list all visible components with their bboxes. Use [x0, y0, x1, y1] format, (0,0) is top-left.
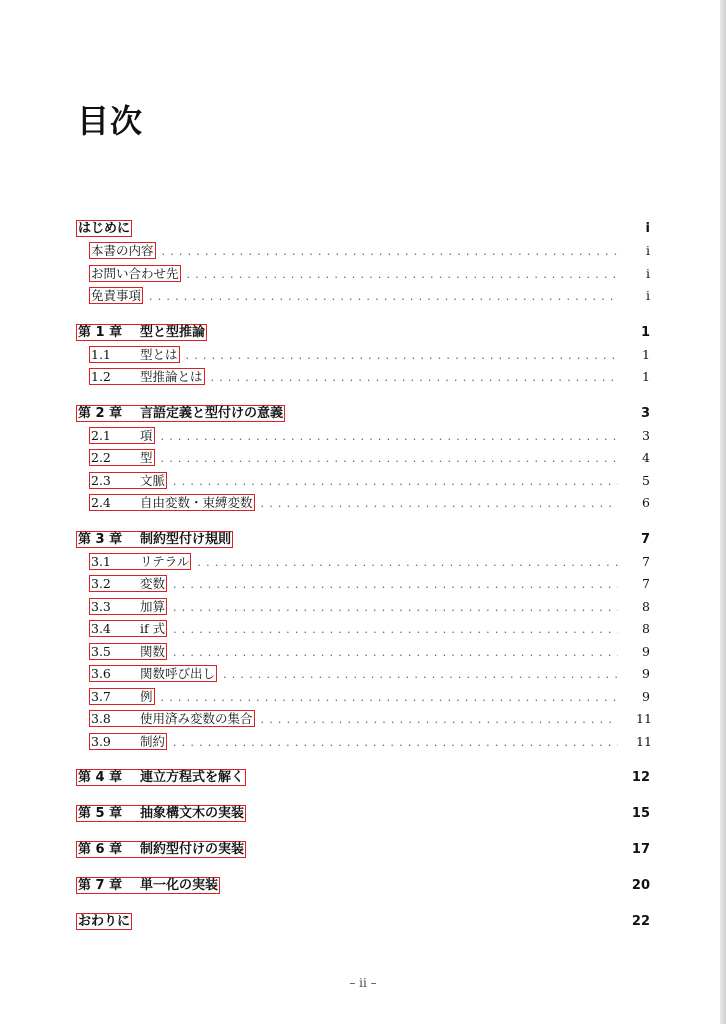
toc-section-link[interactable]	[89, 665, 217, 682]
toc-section-entry	[76, 425, 650, 448]
toc-chapter-link[interactable]	[76, 841, 246, 858]
toc-page-number: 3	[640, 405, 650, 421]
toc-entry-title: 関数	[140, 643, 166, 659]
toc-page-number: 9	[642, 666, 650, 681]
toc-page-number: 8	[642, 598, 650, 614]
toc-section-link[interactable]	[89, 575, 167, 592]
toc-entry-number: 2.3	[91, 472, 111, 488]
toc-entry-number: 3.1	[91, 553, 111, 569]
toc-section-entry	[76, 470, 650, 493]
toc-section-entry	[76, 492, 650, 515]
toc-entry-number: 第 3 章	[78, 531, 123, 547]
toc-section-entry	[76, 447, 650, 470]
toc-page-number: 5	[642, 472, 650, 488]
toc-entry-title: 型と型推論	[140, 324, 206, 340]
toc-page-number: 1	[642, 369, 650, 384]
toc-section-link[interactable]	[89, 242, 156, 259]
toc-chapter-link[interactable]	[76, 877, 220, 894]
toc-dot-leader	[161, 448, 618, 471]
toc-page-number: 22	[631, 914, 650, 929]
toc-entry-title: リテラル	[140, 553, 190, 569]
toc-chapter-entry	[76, 529, 650, 551]
toc-page-number: 1	[640, 324, 650, 340]
toc-entry-title: 文脈	[140, 472, 166, 488]
toc-entry-title: 免責事項	[91, 288, 142, 303]
toc-section-link[interactable]	[89, 733, 167, 750]
toc-dot-leader	[173, 597, 618, 620]
toc-chapter-entry	[76, 839, 650, 861]
toc-section-entry	[76, 686, 650, 709]
page-footer-number: – ii –	[349, 976, 377, 990]
toc-dot-leader	[211, 367, 618, 390]
toc-dot-leader	[162, 241, 618, 264]
toc-entry-number: 第 4 章	[78, 770, 123, 785]
toc-page-number: i	[645, 221, 650, 236]
table-of-contents	[76, 218, 650, 933]
toc-dot-leader	[186, 345, 618, 368]
toc-chapter-link[interactable]	[76, 324, 207, 341]
toc-section-link[interactable]	[89, 620, 167, 637]
toc-entry-number: 3.8	[91, 711, 111, 726]
toc-page-number: 20	[631, 878, 650, 893]
toc-section-entry	[76, 573, 650, 596]
toc-section-link[interactable]	[89, 688, 155, 705]
toc-entry-number: 1.2	[91, 369, 111, 384]
toc-chapter-link[interactable]	[76, 769, 246, 786]
toc-dot-leader	[197, 552, 618, 575]
toc-page-number: 15	[631, 806, 650, 821]
toc-entry-number: 第 5 章	[78, 806, 123, 821]
toc-entry-title: 例	[140, 688, 153, 704]
toc-entry-title: 自由変数・束縛変数	[140, 495, 253, 510]
toc-section-entry	[76, 618, 650, 641]
toc-section-entry	[76, 708, 650, 731]
toc-entry-title: おわりに	[78, 914, 131, 929]
toc-dot-leader	[173, 619, 618, 642]
toc-dot-leader	[187, 264, 618, 287]
toc-section-entry	[76, 641, 650, 664]
toc-page-number: i	[646, 265, 650, 281]
toc-section-link[interactable]	[89, 368, 205, 385]
toc-entry-number: 3.4	[91, 621, 111, 636]
toc-section-link[interactable]	[89, 472, 167, 489]
toc-section-entry	[76, 596, 650, 619]
toc-entry-title: 制約型付けの実装	[140, 842, 245, 857]
toc-section-link[interactable]	[89, 494, 255, 511]
toc-section-entry	[76, 366, 650, 389]
toc-section-entry	[76, 731, 650, 754]
toc-entry-number: 3.5	[91, 643, 111, 659]
toc-entry-title: お問い合わせ先	[91, 265, 179, 281]
toc-dot-leader	[173, 574, 618, 597]
toc-entry-number: 3.7	[91, 688, 111, 704]
toc-page-number: 7	[640, 531, 650, 547]
toc-section-link[interactable]	[89, 598, 167, 615]
toc-page-number: 3	[642, 427, 650, 443]
toc-page-number: i	[646, 288, 650, 303]
toc-entry-title: 項	[140, 427, 153, 443]
toc-section-entry	[76, 285, 650, 308]
toc-section-entry	[76, 344, 650, 367]
toc-dot-leader	[173, 471, 618, 494]
toc-entry-title: 型	[140, 450, 153, 465]
page-edge	[720, 0, 726, 1024]
toc-entry-title: はじめに	[78, 221, 131, 236]
toc-chapter-link[interactable]	[76, 805, 246, 822]
toc-section-link[interactable]	[89, 427, 155, 444]
toc-chapter-entry	[76, 875, 650, 897]
toc-chapter-link[interactable]	[76, 531, 233, 548]
toc-chapter-link[interactable]	[76, 913, 132, 930]
toc-entry-title: if 式	[140, 621, 166, 636]
toc-entry-number: 第 7 章	[78, 878, 123, 893]
toc-entry-number: 3.6	[91, 666, 111, 681]
toc-section-link[interactable]	[89, 449, 155, 466]
toc-section-entry	[76, 240, 650, 263]
toc-entry-title: 型推論とは	[140, 369, 203, 384]
toc-dot-leader	[161, 687, 618, 710]
toc-section-link[interactable]	[89, 346, 180, 363]
toc-entry-number: 3.2	[91, 576, 111, 591]
toc-entry-title: 制約型付け規則	[140, 531, 232, 547]
toc-entry-title: 使用済み変数の集合	[140, 711, 253, 726]
toc-page-number: 4	[642, 450, 650, 465]
toc-page-number: 11	[636, 733, 652, 749]
toc-chapter-entry	[76, 322, 650, 344]
toc-page-number: 9	[642, 643, 650, 659]
toc-entry-number: 2.1	[91, 427, 111, 443]
toc-page-number: i	[646, 243, 650, 258]
toc-page-number: 1	[642, 346, 650, 362]
toc-dot-leader	[261, 493, 618, 516]
toc-entry-number: 第 2 章	[78, 405, 123, 421]
toc-entry-title: 単一化の実装	[140, 878, 219, 893]
toc-entry-number: 第 1 章	[78, 324, 123, 340]
toc-entry-title: 抽象構文木の実装	[140, 806, 245, 821]
toc-entry-title: 本書の内容	[91, 243, 154, 258]
toc-page-number: 9	[642, 688, 650, 704]
toc-section-entry	[76, 263, 650, 286]
toc-section-link[interactable]	[89, 643, 167, 660]
toc-chapter-link[interactable]	[76, 405, 285, 422]
page-title: 目次	[77, 102, 144, 140]
toc-chapter-link[interactable]	[76, 220, 132, 237]
toc-section-entry	[76, 663, 650, 686]
toc-page-number: 8	[642, 621, 650, 636]
toc-dot-leader	[223, 664, 618, 687]
toc-entry-title: 制約	[140, 733, 166, 749]
toc-section-link[interactable]	[89, 287, 143, 304]
toc-dot-leader	[173, 642, 618, 665]
toc-entry-number: 3.9	[91, 733, 111, 749]
toc-entry-title: 関数呼び出し	[140, 666, 216, 681]
toc-entry-title: 連立方程式を解く	[140, 770, 245, 785]
toc-section-link[interactable]	[89, 710, 255, 727]
toc-section-link[interactable]	[89, 553, 191, 570]
toc-chapter-entry	[76, 767, 650, 789]
toc-section-entry	[76, 551, 650, 574]
toc-chapter-entry	[76, 218, 650, 240]
toc-page-number: 12	[631, 770, 650, 785]
toc-entry-number: 1.1	[91, 346, 111, 362]
toc-chapter-entry	[76, 911, 650, 933]
toc-dot-leader	[173, 732, 618, 755]
toc-dot-leader	[149, 286, 618, 309]
toc-dot-leader	[161, 426, 618, 449]
toc-entry-number: 3.3	[91, 598, 111, 614]
toc-page-number: 7	[642, 576, 650, 591]
toc-page-number: 6	[642, 495, 650, 510]
toc-entry-title: 型とは	[140, 346, 178, 362]
toc-page-number: 17	[631, 842, 650, 857]
toc-entry-number: 2.4	[91, 495, 111, 510]
toc-entry-title: 加算	[140, 598, 166, 614]
toc-entry-number: 第 6 章	[78, 842, 123, 857]
toc-chapter-entry	[76, 803, 650, 825]
toc-page-number: 7	[642, 553, 650, 569]
toc-page-number: 11	[636, 711, 652, 726]
toc-dot-leader	[261, 709, 618, 732]
toc-entry-title: 変数	[140, 576, 166, 591]
toc-entry-number: 2.2	[91, 450, 111, 465]
toc-section-link[interactable]	[89, 265, 181, 282]
toc-entry-title: 言語定義と型付けの意義	[140, 405, 284, 421]
toc-chapter-entry	[76, 403, 650, 425]
